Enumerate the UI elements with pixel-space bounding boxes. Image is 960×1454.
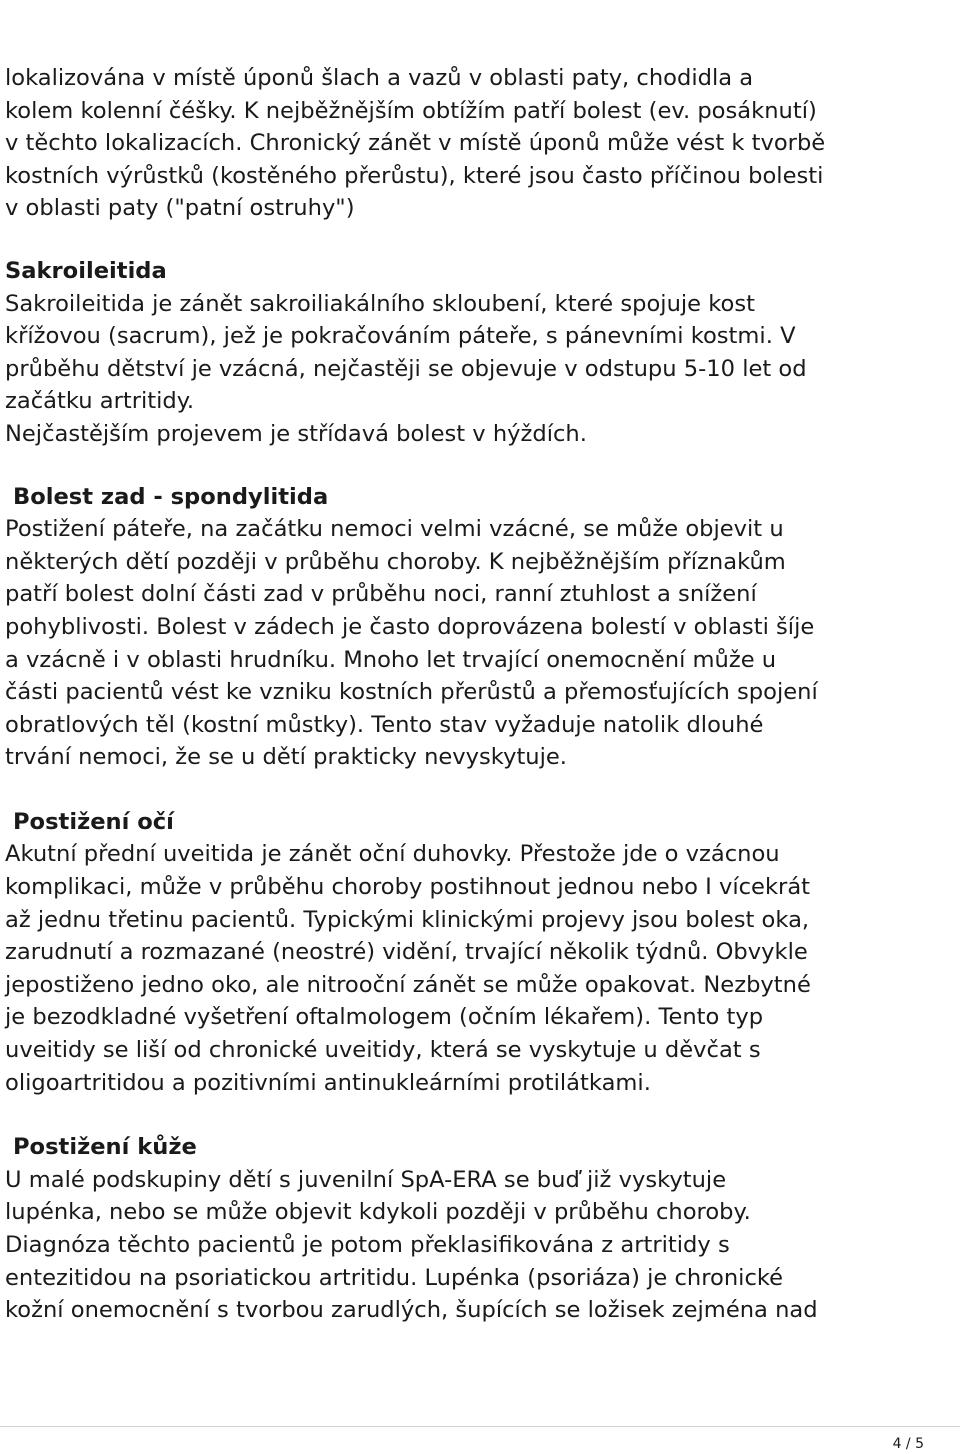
text-line: části pacientů vést ke vzniku kostních přerůstů a přemosťujících spojení: [5, 679, 818, 706]
text-line: patří bolest dolní části zad v průběhu noci, ranní ztuhlost a snížení: [5, 581, 757, 608]
text-line: průběhu dětství je vzácná, nejčastěji se objevuje v odstupu 5-10 let od: [5, 355, 807, 382]
text-line: obratlových těl (kostní můstky). Tento stav vyžaduje natolik dlouhé: [5, 711, 764, 738]
footer-divider: [0, 1426, 960, 1427]
spondylitis-paragraph: [5, 513, 955, 774]
section-heading-spondylitis: Bolest zad - spondylitida: [13, 483, 329, 510]
text-line: v oblasti paty ("patní ostruhy"): [5, 195, 355, 222]
text-line: začátku artritidy.: [5, 388, 195, 415]
text-line: kolem kolenní čéšky. K nejběžnějším obtížím patří bolest (ev. posáknutí): [5, 97, 817, 124]
page-number: 4 / 5: [892, 1436, 924, 1452]
text-line: až jednu třetinu pacientů. Typickými klinickými projevy jsou bolest oka,: [5, 906, 810, 933]
text-line: Nejčastějším projevem je střídavá bolest v hýždích.: [5, 420, 587, 447]
text-line: jepostiženo jedno oko, ale nitrooční zánět se může opakovat. Nezbytné: [5, 971, 811, 998]
text-line: v těchto lokalizacích. Chronický zánět v místě úponů může vést k tvorbě: [5, 130, 826, 157]
section-heading-eyes: Postižení očí: [13, 808, 174, 835]
text-line: komplikaci, může v průběhu choroby postihnout jednou nebo I vícekrát: [5, 874, 811, 901]
text-line: kožní onemocnění s tvorbou zarudlých, šupících se ložisek zejména nad: [5, 1297, 818, 1324]
text-line: U malé podskupiny dětí s juvenilní SpA-ERA se buď již vyskytuje: [5, 1166, 727, 1193]
text-line: zarudnutí a rozmazané (neostré) vidění, trvající několik týdnů. Obvykle: [5, 939, 808, 966]
text-line: Postižení páteře, na začátku nemoci velmi vzácné, se může objevit u: [5, 516, 784, 543]
text-line: entezitidou na psoriatickou artritidu. Lupénka (psoriáza) je chronické: [5, 1264, 784, 1291]
text-line: uveitidy se liší od chronické uveitidy, která se vyskytuje u děvčat s: [5, 1037, 761, 1064]
text-line: a vzácně i v oblasti hrudníku. Mnoho let trvající onemocnění může u: [5, 646, 777, 673]
document-page: [5, 62, 955, 1327]
section-heading-skin: Postižení kůže: [13, 1134, 197, 1161]
text-line: Diagnóza těchto pacientů je potom překlasifikována z artritidy s: [5, 1232, 730, 1258]
sacroiliitis-paragraph: [5, 288, 955, 451]
intro-paragraph: [5, 62, 955, 225]
eyes-paragraph: [5, 838, 955, 1099]
section-heading-sacroiliitis: Sakroileitida: [5, 257, 167, 284]
text-line: pohyblivosti. Bolest v zádech je často doprovázena bolestí v oblasti šíje: [5, 613, 815, 640]
text-line: Akutní přední uveitida je zánět oční duhovky. Přestože jde o vzácnou: [5, 841, 780, 868]
text-line: oligoartritidou a pozitivními antinukleárními protilátkami.: [5, 1069, 651, 1096]
skin-paragraph: [5, 1164, 955, 1327]
text-line: trvání nemoci, že se u dětí prakticky nevyskytuje.: [5, 744, 567, 771]
text-line: lokalizována v místě úponů šlach a vazů v oblasti paty, chodidla a: [5, 65, 754, 91]
text-line: některých dětí později v průběhu choroby. K nejběžnějším příznakům: [5, 548, 786, 575]
text-line: křížovou (sacrum), jež je pokračováním páteře, s pánevními kostmi. V: [5, 323, 796, 350]
text-line: lupénka, nebo se může objevit kdykoli později v průběhu choroby.: [5, 1199, 751, 1226]
text-line: kostních výrůstků (kostěného přerůstu), které jsou často příčinou bolesti: [5, 162, 824, 189]
text-line: je bezodkladné vyšetření oftalmologem (očním lékařem). Tento typ: [5, 1004, 764, 1031]
text-line: Sakroileitida je zánět sakroiliakálního skloubení, které spojuje kost: [5, 290, 755, 317]
